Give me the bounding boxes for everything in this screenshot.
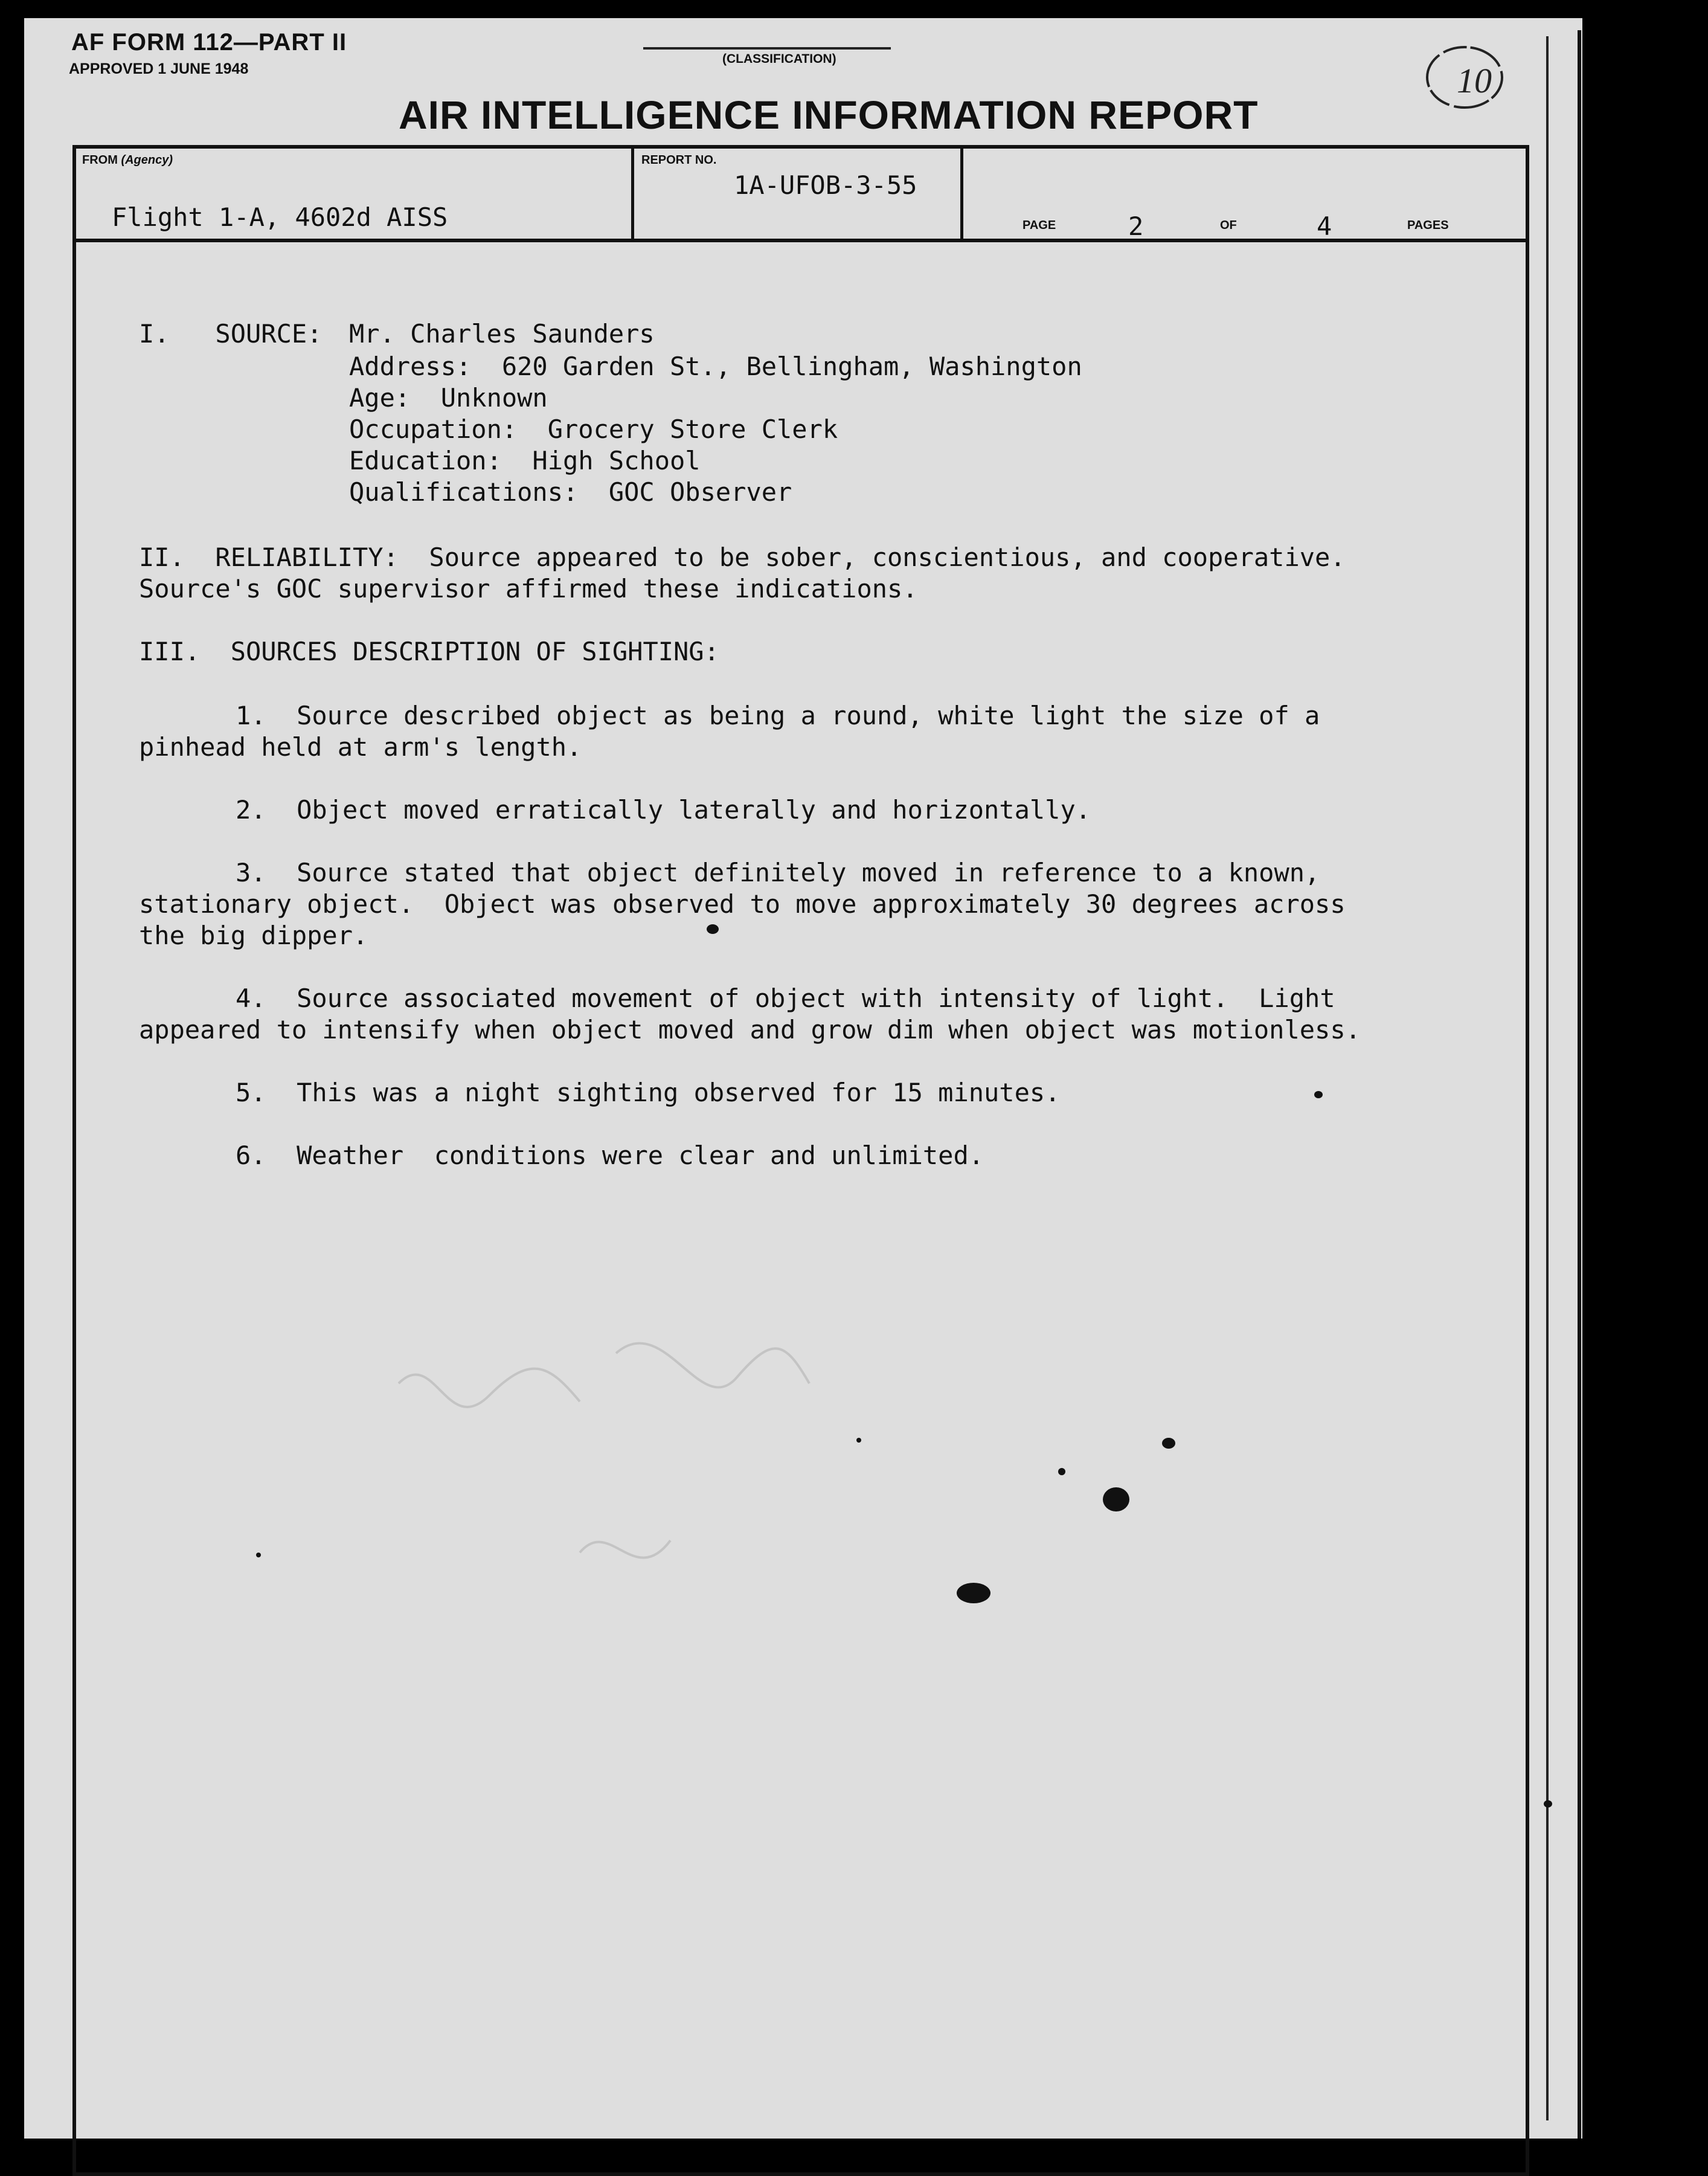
of-label: OF [1220,219,1237,232]
ink-spot [856,1438,861,1443]
ink-spot [1058,1468,1065,1475]
from-label: FROM (Agency) [82,153,173,167]
pages-label: PAGES [1407,219,1449,232]
item-4-line-2: appeared to intensify when object moved and grow dim when object was motionless. [139,1015,1361,1045]
from-value: Flight 1-A, 4602d AISS [112,202,448,232]
source-education: Education: High School [349,446,701,475]
reliability-line-1: II. RELIABILITY: Source appeared to be sober, conscientious, and cooperative. [139,542,1346,572]
item-3-line-2: stationary object. Object was observed to move approximately 30 degrees across [139,889,1346,919]
header-divider-vertical-1 [631,149,634,239]
item-3-line-1: 3. Source stated that object definitely moved in reference to a known, [236,858,1320,887]
ink-spot [1544,1800,1552,1807]
ink-spot [256,1553,261,1557]
page-label: PAGE [1023,219,1056,232]
source-heading: I. SOURCE: [139,319,323,349]
ink-spot [1314,1091,1323,1098]
ink-spot [707,924,719,934]
classification-line [643,47,891,50]
source-qualifications: Qualifications: GOC Observer [349,477,792,507]
ink-spot [957,1583,990,1603]
item-4-line-1: 4. Source associated movement of object with intensity of light. Light [236,983,1335,1013]
page-value: 2 [1128,211,1144,241]
ink-spot [1103,1487,1129,1511]
film-edge [1578,30,1581,2139]
form-id: AF FORM 112—PART II [71,29,347,56]
item-1-line-1: 1. Source described object as being a round, white light the size of a [236,701,1320,730]
header-divider [76,239,1526,242]
total-pages-value: 4 [1317,211,1332,241]
report-title: AIR INTELLIGENCE INFORMATION REPORT [399,92,1259,137]
reliability-line-2: Source's GOC supervisor affirmed these indications. [139,574,918,604]
source-age: Age: Unknown [349,383,548,413]
report-no-label: REPORT NO. [641,153,717,167]
item-6: 6. Weather conditions were clear and unlimited. [236,1141,984,1170]
source-address: Address: 620 Garden St., Bellingham, Washington [349,352,1082,381]
description-heading: III. SOURCES DESCRIPTION OF SIGHTING: [139,637,719,666]
page-edge-line [1546,36,1549,2120]
bleed-through-signature [350,1238,1135,1631]
report-no-value: 1A-UFOB-3-55 [734,170,917,200]
item-5: 5. This was a night sighting observed for 15 minutes. [236,1078,1061,1107]
approval-date: APPROVED 1 JUNE 1948 [69,60,249,77]
source-name: Mr. Charles Saunders [349,319,655,349]
classification-label: (CLASSIFICATION) [722,52,836,66]
item-2: 2. Object moved erratically laterally and horizontally. [236,795,1091,825]
ink-spot [1162,1438,1175,1449]
item-3-line-3: the big dipper. [139,921,368,950]
item-1-line-2: pinhead held at arm's length. [139,732,582,762]
source-occupation: Occupation: Grocery Store Clerk [349,414,838,444]
header-divider-vertical-2 [960,149,963,239]
page-mark-number: 10 [1457,61,1492,100]
